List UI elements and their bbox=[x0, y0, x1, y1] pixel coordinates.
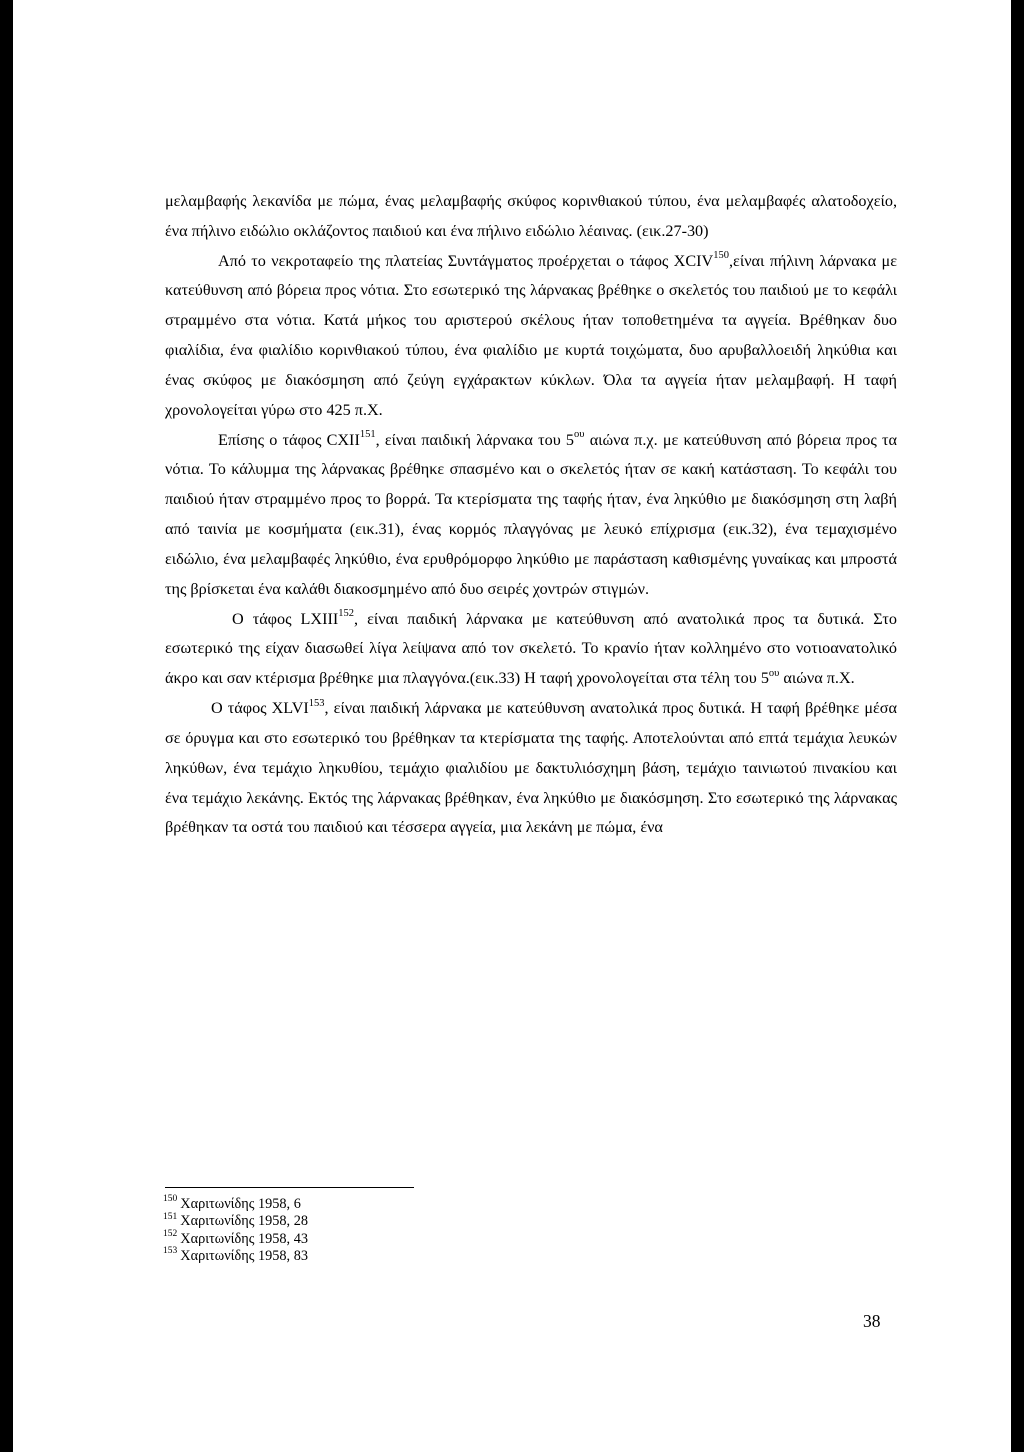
footnote-separator bbox=[165, 1187, 414, 1188]
footnote-text: Χαριτωνίδης 1958, 6 bbox=[180, 1196, 301, 1212]
footnotes bbox=[163, 1196, 308, 1265]
footnote bbox=[163, 1248, 308, 1265]
paragraph-text: αιώνα π.χ. με κατεύθυνση από βόρεια προς τα νότια. Το κάλυμμα της λάρνακας βρέθηκε σπασμένο και ο σκελετός ήταν σε κακή κατάσταση. Το κεφάλι του παιδιού ήταν στραμμένο προς το βορρά. Τα κτερίσματα της ταφής ήταν, ένα ληκύθιο με διακόσμηση στη λαβή από ταινία με κοσμήματα (εικ.31), ένας κορμός πλαγγόνας με λευκό επίχρισμα (εικ.32), ένα τεμαχισμένο ειδώλιο, ένα μελαμβαφές ληκύθιο, ένα ερυθρόμορφο ληκύθιο με παράσταση καθισμένης γυναίκας και μπροστά της βρίσκεται ένα καλάθι διακοσμημένο από δυο σειρές χοντρών στιγμών. bbox=[165, 430, 897, 598]
paragraph-text: ,είναι πήλινη λάρνακα με κατεύθυνση από βόρεια προς νότια. Στο εσωτερικό της λάρνακας βρέθηκε ο σκελετός του παιδιού με το κεφάλι στραμμένο στα νότια. Κατά μήκος του αριστερού σκέλους ήταν τοποθετημένα τα αγγεία. Βρέθηκαν δυο φιαλίδια, ένα φιαλίδιο κορινθιακού τύπου, ένα φιαλίδιο με κυρτά τοιχώματα, δυο αρυβαλλοειδή ληκύθια και ένας σκύφος με διακόσμηση από ζεύγη εγχάρακτων κύκλων. Όλα τα αγγεία ήταν μελαμβαφή. Η ταφή χρονολογείται γύρω στο 425 π.Χ. bbox=[165, 251, 898, 419]
paragraph bbox=[165, 247, 897, 426]
footnote-number: 150 bbox=[163, 1194, 178, 1205]
document-page bbox=[13, 0, 1011, 1452]
footnote bbox=[163, 1196, 308, 1213]
paragraph-text: , είναι παιδική λάρνακα του 5 bbox=[375, 430, 575, 449]
footnote-marker: 151 bbox=[359, 429, 376, 441]
footnote-marker: 152 bbox=[338, 608, 355, 620]
footnote-text: Χαριτωνίδης 1958, 43 bbox=[180, 1230, 309, 1247]
footnote-marker: 153 bbox=[308, 697, 325, 709]
footnote bbox=[163, 1213, 308, 1230]
footnote bbox=[163, 1228, 309, 1248]
paragraph bbox=[165, 426, 897, 605]
paragraph-text: Ο τάφος LXIII bbox=[232, 609, 339, 628]
footnote-text: Χαριτωνίδης 1958, 83 bbox=[180, 1247, 309, 1264]
page-number: 38 bbox=[863, 1311, 881, 1331]
ordinal-superscript: ου bbox=[574, 429, 585, 441]
footnote-number: 152 bbox=[163, 1228, 178, 1239]
body-text bbox=[165, 187, 897, 843]
footnote-number: 153 bbox=[163, 1246, 178, 1257]
footnote-number: 151 bbox=[163, 1211, 178, 1222]
paragraph bbox=[165, 605, 897, 694]
paragraph-text: Επίσης ο τάφος CXII bbox=[218, 430, 360, 449]
paragraph-text: , είναι παιδική λάρνακα με κατεύθυνση ανατολικά προς δυτικά. Η ταφή βρέθηκε μέσα σε όρυγμα και στο εσωτερικό του βρέθηκαν τα κτερίσματα της ταφής. Αποτελούνται από επτά τεμάχια λευκών ληκύθων, ένα τεμάχιο ληκυθίου, τεμάχιο φιαλιδίου με δακτυλιόσχημη βάση, τεμάχιο ταινιωτού πινακίου και ένα τεμάχιο λεκάνης. Εκτός της λάρνακας βρέθηκαν, ένα ληκύθιο με διακόσμηση. Στο εσωτερικό της λάρνακας βρέθηκαν τα οστά του παιδιού και τέσσερα αγγεία, μια λεκάνη με πώμα, ένα bbox=[165, 699, 897, 837]
paragraph bbox=[165, 694, 897, 843]
paragraph-text: αιώνα π.Χ. bbox=[779, 669, 855, 688]
footnote-marker: 150 bbox=[713, 250, 729, 262]
paragraph-text: Ο τάφος XLVI bbox=[211, 699, 309, 718]
paragraph-text: Από το νεκροταφείο της πλατείας Συντάγματος προέρχεται ο τάφος XCIV bbox=[218, 251, 714, 270]
ordinal-superscript: ου bbox=[768, 667, 780, 679]
paragraph-text: , είναι παιδική λάρνακα με κατεύθυνση από ανατολικά προς τα δυτικά. Στο εσωτερικό της είχαν διασωθεί λίγα λείψανα από τον σκελετό. Το κρανίο ήταν κολλημένο στο νοτιοανατολικό άκρο και σαν κτέρισμα βρέθηκε μια πλαγγόνα.(εικ.33) Η ταφή χρονολογείται στα τέλη του 5 bbox=[165, 609, 897, 688]
paragraph bbox=[165, 187, 897, 247]
footnote-text: Χαριτωνίδης 1958, 28 bbox=[180, 1213, 309, 1230]
paragraph-text: μελαμβαφής λεκανίδα με πώμα, ένας μελαμβαφής σκύφος κορινθιακού τύπου, ένα μελαμβαφές αλατοδοχείο, ένα πήλινο ειδώλιο οκλάζοντος παιδιού και ένα πήλινο ειδώλιο λέαινας. (εικ.27-30) bbox=[165, 192, 897, 240]
